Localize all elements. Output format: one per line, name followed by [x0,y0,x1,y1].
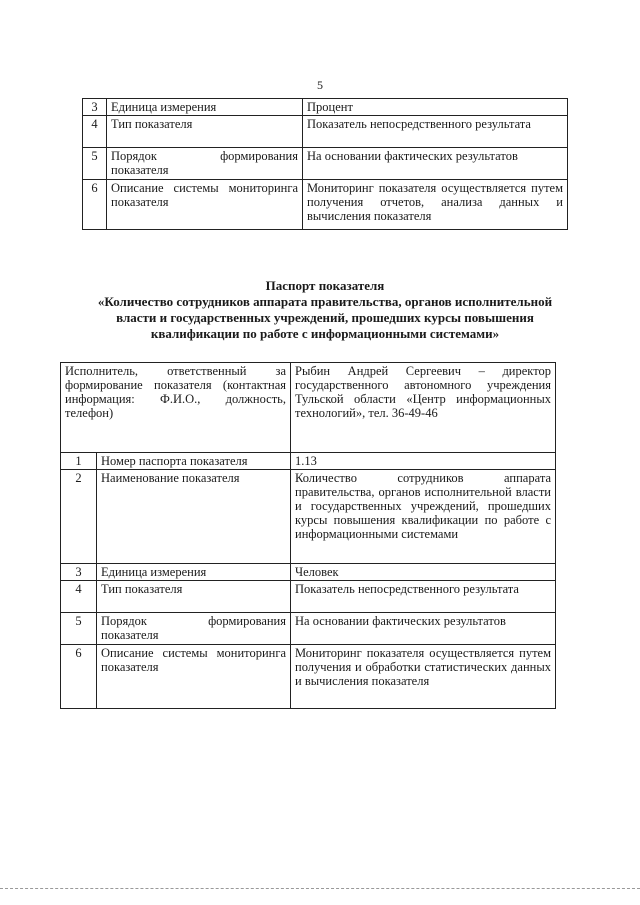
row-number: 6 [61,645,97,709]
executor-value: Рыбин Андрей Сергеевич – директор государственного автономного учреждения Тульской области «Центр информационных технологий», тел. 36-49-46 [291,363,556,453]
row-number: 3 [61,564,97,581]
row-number: 4 [61,581,97,613]
row-number: 3 [83,99,107,116]
scan-edge-divider [0,888,640,889]
row-value: Показатель непосредственного результата [303,116,568,148]
row-number: 4 [83,116,107,148]
row-label: Описание системы мониторинга показателя [107,180,303,230]
row-label: Тип показателя [107,116,303,148]
indicator-passport-table [60,362,556,709]
row-label: Порядок формирования показателя [97,613,291,645]
row-label: Тип показателя [97,581,291,613]
row-label: Единица измерения [97,564,291,581]
table-row [61,564,556,581]
row-value: Мониторинг показателя осуществляется путем получения отчетов, анализа данных и вычисления показателя [303,180,568,230]
row-value: Процент [303,99,568,116]
row-label: Порядок формирования показателя [107,148,303,180]
table-row [61,470,556,564]
table-row [83,180,568,230]
row-label: Номер паспорта показателя [97,453,291,470]
row-number: 6 [83,180,107,230]
row-number: 5 [61,613,97,645]
table-row [61,453,556,470]
table-row [61,363,556,453]
passport-heading: Паспорт показателя [265,278,385,293]
indicator-table-continued [82,98,568,230]
row-label: Наименование показателя [97,470,291,564]
row-value: Показатель непосредственного результата [291,581,556,613]
row-value: Количество сотрудников аппарата правительства, органов исполнительной власти и государственных учреждений, прошедших курсы повышения квалификации по работе с информационными системами [291,470,556,564]
row-value: На основании фактических результатов [303,148,568,180]
table-row [83,116,568,148]
executor-label: Исполнитель, ответственный за формирование показателя (контактная информация: Ф.И.О., должность, телефон) [61,363,291,453]
passport-title-block [80,278,570,342]
row-value: На основании фактических результатов [291,613,556,645]
table-row [61,581,556,613]
row-number: 2 [61,470,97,564]
row-number: 5 [83,148,107,180]
row-value: 1.13 [291,453,556,470]
row-value: Мониторинг показателя осуществляется путем получения и обработки статистических данных и вычисления показателя [291,645,556,709]
table-row [61,645,556,709]
row-value: Человек [291,564,556,581]
page-number: 5 [317,78,323,92]
table-row [83,148,568,180]
row-label: Единица измерения [107,99,303,116]
table-row [83,99,568,116]
row-label: Описание системы мониторинга показателя [97,645,291,709]
passport-title: «Количество сотрудников аппарата правительства, органов исполнительной власти и государственных учреждений, прошедших курсы повышения квалификации по работе с информационными системами» [97,294,553,341]
row-number: 1 [61,453,97,470]
table-row [61,613,556,645]
